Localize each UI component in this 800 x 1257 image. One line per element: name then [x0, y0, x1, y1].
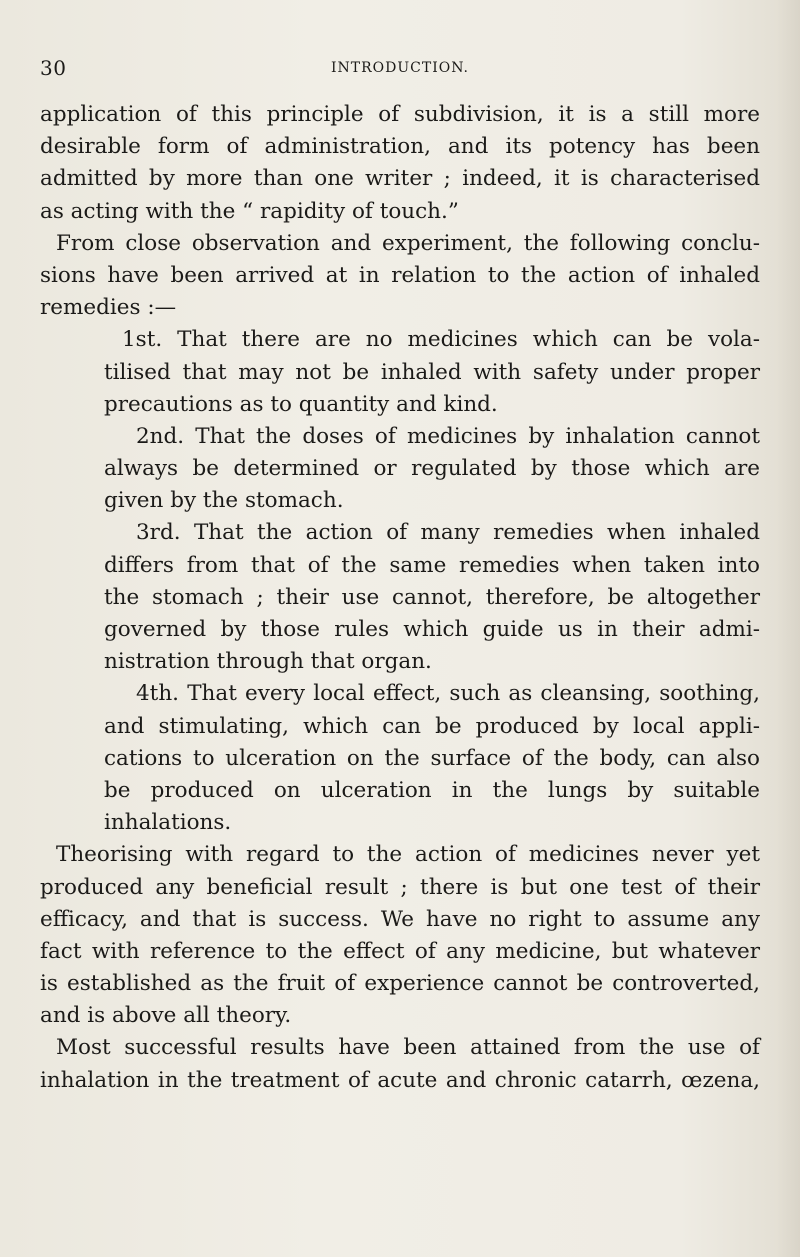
list-item-line: governed by those rules which guide us in their admi- — [104, 617, 760, 642]
text-line: fact with reference to the effect of any medicine, but whatever — [40, 938, 760, 964]
list-item-line: inhalations. — [104, 810, 232, 836]
list-item-line: always be determined or regulated by those which are — [104, 456, 760, 482]
list-item-line: be produced on ulceration in the lungs by suitable — [104, 777, 760, 803]
list-item-line: 1st. That there are no medicines which can be vola- — [122, 327, 760, 353]
list-item-line: differs from that of the same remedies when taken into — [104, 552, 760, 578]
list-item-line: precautions as to quantity and kind. — [104, 391, 498, 417]
list-item-line: 2nd. That the doses of medicines by inhalation cannot — [136, 423, 760, 449]
list-item-line: given by the stomach. — [104, 488, 344, 514]
body-text — [40, 99, 760, 1097]
list-item-line: tilised that may not be inhaled with safety under proper — [104, 359, 760, 385]
page-number: 30 — [40, 56, 67, 80]
page-header — [0, 56, 800, 86]
text-line: produced any beneficial result ; there is but one test of their — [40, 874, 760, 900]
list-item-line: cations to ulceration on the surface of the body, can also — [104, 745, 760, 771]
text-line: desirable form of administration, and its potency has been — [40, 134, 760, 160]
list-item-line: the stomach ; their use cannot, therefore, be altogether — [104, 584, 760, 610]
list-item-line: 4th. That every local effect, such as cleansing, soothing, — [136, 681, 760, 707]
text-line: sions have been arrived at in relation to the action of inhaled — [40, 262, 760, 288]
text-line: is established as the fruit of experience cannot be controverted, — [40, 971, 760, 997]
text-line: efficacy, and that is success. We have no right to assume any — [40, 906, 760, 932]
text-line: inhalation in the treatment of acute and chronic catarrh, œzena, — [40, 1067, 760, 1093]
text-line: Theorising with regard to the action of medicines never yet — [56, 842, 760, 868]
list-item-line: nistration through that organ. — [104, 649, 432, 675]
list-item-line: and stimulating, which can be produced by local appli- — [104, 713, 760, 739]
text-line: admitted by more than one writer ; indeed, it is characterised — [40, 166, 760, 192]
list-item-line: 3rd. That the action of many remedies when inhaled — [136, 520, 760, 546]
text-line: Most successful results have been attained from the use of — [56, 1035, 760, 1061]
text-line: as acting with the “ rapidity of touch.” — [40, 198, 459, 224]
text-line: From close observation and experiment, the following conclu- — [56, 230, 760, 256]
text-line: and is above all theory. — [40, 1003, 292, 1029]
running-head: INTRODUCTION. — [330, 60, 470, 76]
text-line: remedies :— — [40, 295, 177, 321]
text-line: application of this principle of subdivision, it is a still more — [40, 102, 760, 127]
